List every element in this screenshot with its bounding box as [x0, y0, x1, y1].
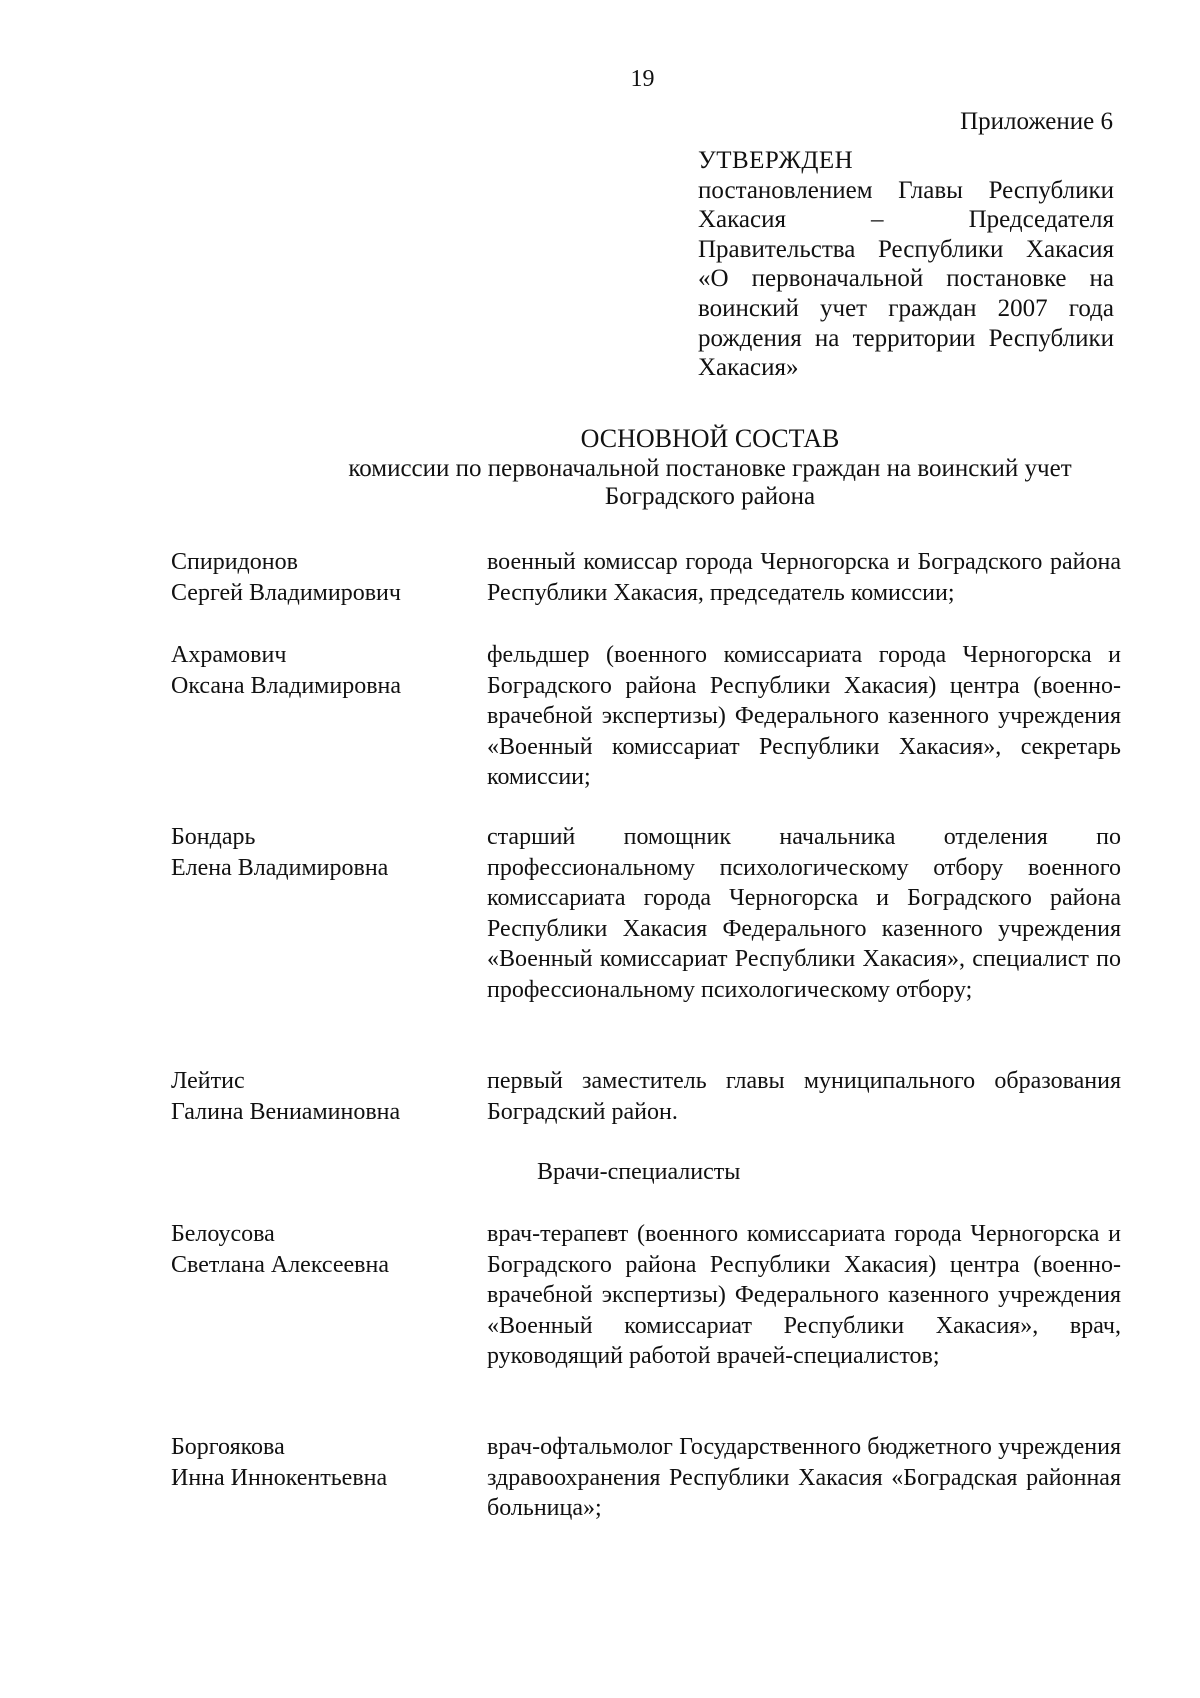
member-role: первый заместитель главы муниципального образования Боградский район.	[487, 1068, 1121, 1125]
heading-subtitle: комиссии по первоначальной постановке граждан на воинский учет	[348, 455, 1072, 482]
doctor-given-names: Инна Иннокентьевна	[171, 1464, 388, 1491]
member-name	[171, 640, 471, 701]
approval-text: постановлением Главы Республики Хакасия – Председателя Правительства Республики Хакасия «О первоначальной постановке на воинский учет граждан 2007 года рождения на территории Республики Хакасия»	[698, 176, 1114, 382]
doctor-surname: Боргоякова	[171, 1434, 285, 1460]
member-name	[171, 1066, 471, 1127]
member-given-names: Оксана Владимировна	[171, 672, 402, 699]
doctor-surname: Белоусова	[171, 1221, 275, 1247]
member-surname: Лейтис	[171, 1068, 245, 1094]
doctor-name	[171, 1219, 471, 1280]
doctor-name	[171, 1432, 471, 1493]
document-heading	[0, 425, 1200, 511]
member-given-names: Сергей Владимирович	[171, 579, 401, 606]
member-given-names: Галина Вениаминовна	[171, 1098, 401, 1125]
doctor-role: врач-офтальмолог Государственного бюджетного учреждения здравоохранения Республики Хакасия «Боградская районная больница»;	[487, 1434, 1121, 1521]
doctor-given-names: Светлана Алексеевна	[171, 1251, 389, 1278]
doctors-heading: Врачи-специалисты	[537, 1159, 741, 1185]
appendix-label: Приложение 6	[960, 108, 1113, 135]
member-given-names: Елена Владимировна	[171, 854, 389, 881]
member-surname: Бондарь	[171, 824, 256, 850]
heading-title: ОСНОВНОЙ СОСТАВ	[580, 424, 840, 453]
member-surname: Спиридонов	[171, 549, 298, 575]
approval-block	[698, 146, 1114, 383]
member-name	[171, 822, 471, 883]
member-name	[171, 547, 471, 608]
member-role: старший помощник начальника отделения по профессиональному психологическому отбору военного комиссариата города Черногорска и Боградского района Республики Хакасия Федерального казенного учреждения «Военный комиссариат Республики Хакасия», специалист по профессиональному психологическому отбору;	[487, 824, 1121, 1003]
heading-district: Боградского района	[604, 483, 816, 510]
member-surname: Ахрамович	[171, 642, 287, 668]
approval-title: УТВЕРЖДЕН	[698, 147, 854, 174]
page-number: 19	[630, 66, 655, 92]
doctor-role: врач-терапевт (военного комиссариата города Черногорска и Боградского района Республики Хакасия) центра (военно-врачебной экспертизы) Федерального казенного учреждения «Военный комиссариат Республики Хакасия», врач, руководящий работой врачей-специалистов;	[487, 1221, 1121, 1369]
member-role: военный комиссар города Черногорска и Боградского района Республики Хакасия, председатель комиссии;	[487, 549, 1121, 606]
member-role: фельдшер (военного комиссариата города Черногорска и Боградского района Республики Хакасия) центра (военно-врачебной экспертизы) Федерального казенного учреждения «Военный комиссариат Республики Хакасия», секретарь комиссии;	[487, 642, 1121, 790]
